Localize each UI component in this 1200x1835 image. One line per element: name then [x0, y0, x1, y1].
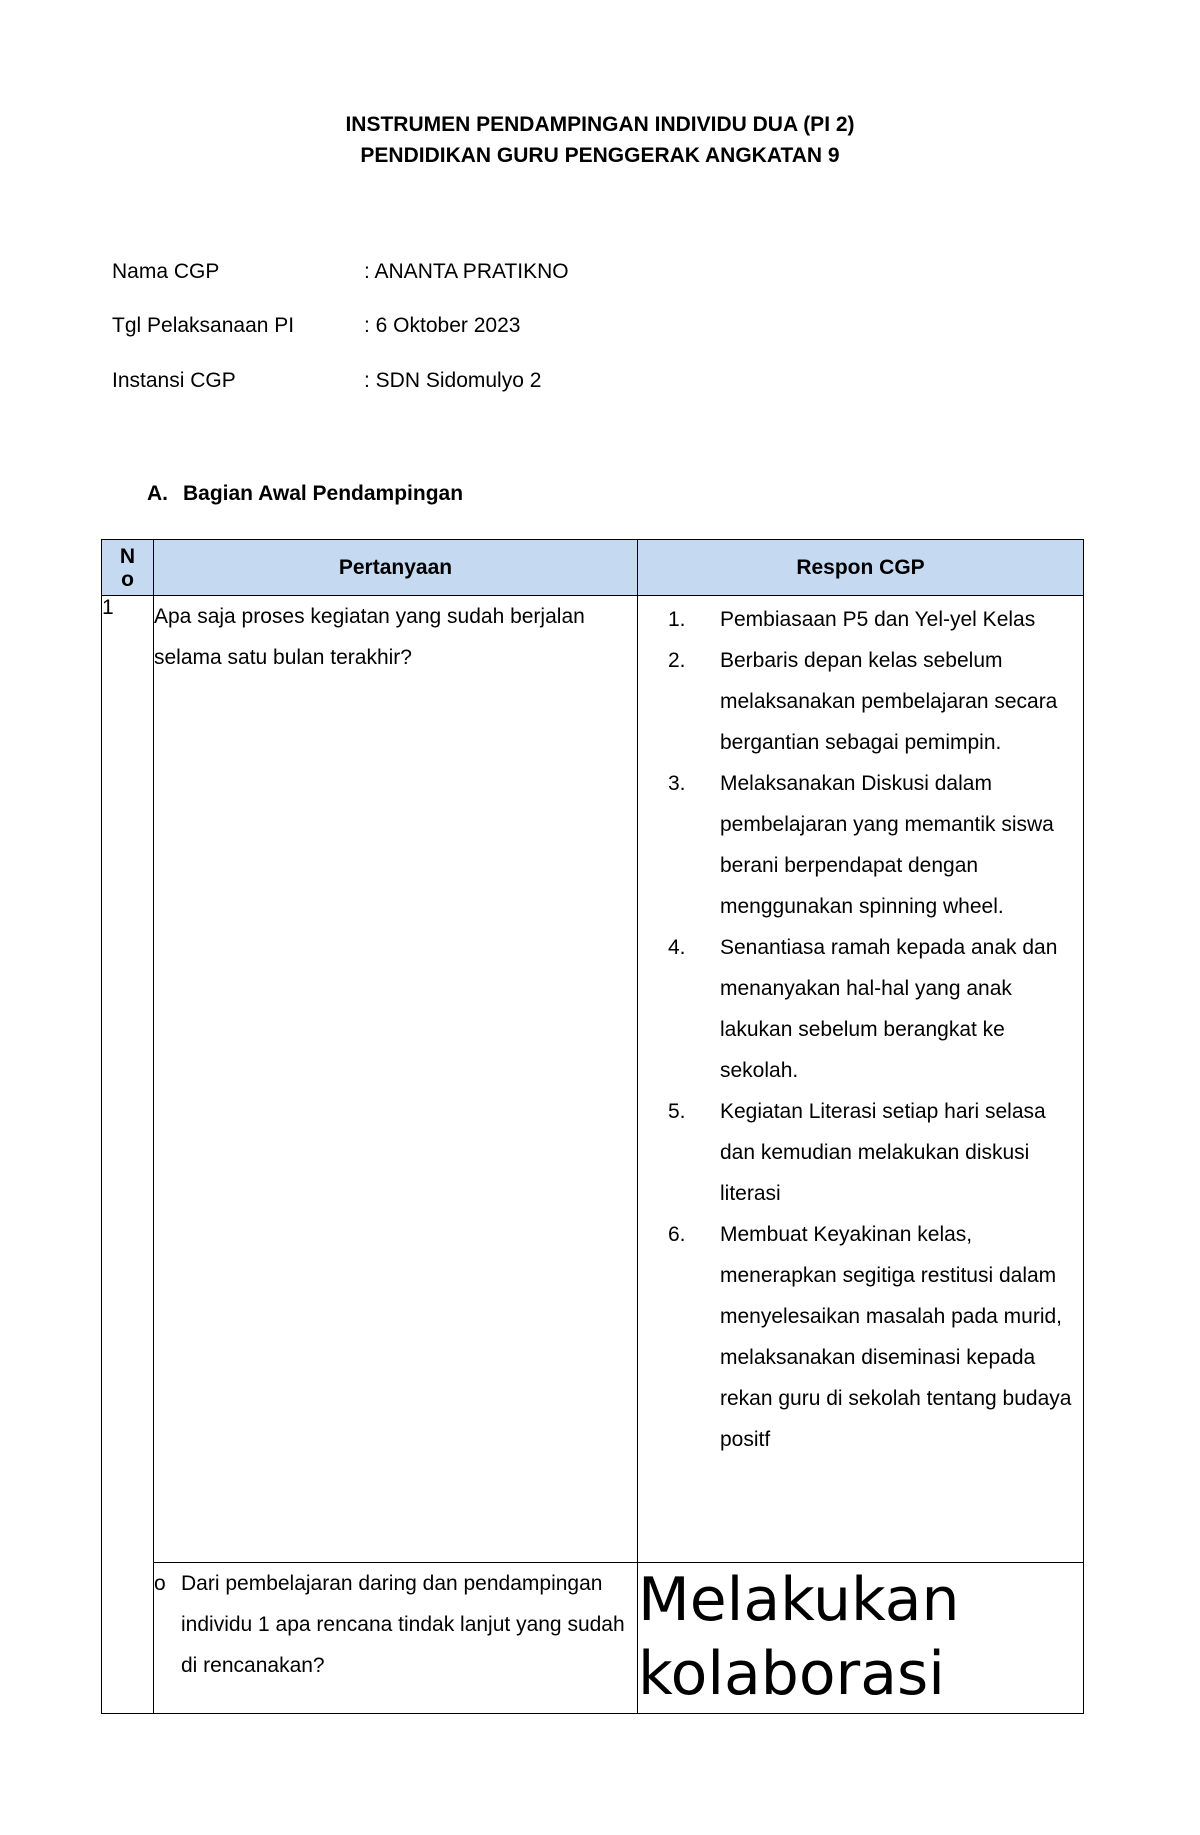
list-text: Pembiasaan P5 dan Yel-yel Kelas — [720, 608, 1036, 631]
list-number: 4. — [668, 936, 686, 959]
list-item — [638, 640, 1083, 763]
question-text: Dari pembelajaran daring dan pendampingan individu 1 apa rencana tindak lanjut yang sudah di rencanakan? — [181, 1572, 625, 1677]
list-number: 2. — [668, 649, 686, 672]
table-row — [102, 1563, 1084, 1714]
table-header-row — [102, 540, 1084, 596]
list-text: Membuat Keyakinan kelas, menerapkan segitiga restitusi dalam menyelesaikan masalah pada murid, melaksanakan diseminasi kepada rekan guru di sekolah tentang budaya positf — [720, 1223, 1072, 1451]
row-number: 1 — [102, 596, 154, 1714]
list-number: 1. — [668, 608, 686, 631]
list-item — [638, 1214, 1083, 1460]
table-row — [102, 596, 1084, 1563]
section-title: Bagian Awal Pendampingan — [183, 482, 464, 505]
response-cell-large: Melakukan kolaborasi — [638, 1563, 1084, 1714]
question-cell: Apa saja proses kegiatan yang sudah berjalan selama satu bulan terakhir? — [154, 596, 638, 1563]
section-heading — [147, 482, 463, 506]
list-text: Berbaris depan kelas sebelum melaksanakan pembelajaran secara bergantian sebagai pemimpin. — [720, 649, 1058, 754]
list-number: 5. — [668, 1100, 686, 1123]
instansi-label: Instansi CGP — [112, 369, 236, 392]
list-item — [638, 599, 1083, 640]
nama-label: Nama CGP — [112, 260, 220, 283]
list-number: 3. — [668, 772, 686, 795]
list-text: Melaksanakan Diskusi dalam pembelajaran yang memantik siswa berani berpendapat dengan menggunakan spinning wheel. — [720, 772, 1054, 918]
list-text: Senantiasa ramah kepada anak dan menanyakan hal-hal yang anak lakukan sebelum berangkat ke sekolah. — [720, 936, 1058, 1082]
assessment-table — [101, 539, 1084, 1714]
response-list — [638, 599, 1083, 1460]
document-title: INSTRUMEN PENDAMPINGAN INDIVIDU DUA (PI 2) — [345, 113, 855, 136]
list-item — [638, 763, 1083, 927]
header-no — [102, 540, 154, 596]
nama-value: : ANANTA PRATIKNO — [364, 260, 569, 283]
header-pertanyaan: Pertanyaan — [154, 540, 638, 596]
header-no-line1: N — [119, 544, 136, 568]
list-item — [638, 927, 1083, 1091]
header-no-line2: o — [121, 567, 134, 591]
header-respon: Respon CGP — [638, 540, 1084, 596]
list-text: Kegiatan Literasi setiap hari selasa dan kemudian melakukan diskusi literasi — [720, 1100, 1046, 1205]
tanggal-value: : 6 Oktober 2023 — [364, 314, 521, 337]
section-letter: A. — [147, 482, 168, 505]
response-cell — [638, 596, 1084, 1563]
instansi-value: : SDN Sidomulyo 2 — [364, 369, 542, 392]
tanggal-label: Tgl Pelaksanaan PI — [112, 314, 295, 337]
list-number: 6. — [668, 1223, 686, 1246]
document-subtitle: PENDIDIKAN GURU PENGGERAK ANGKATAN 9 — [360, 144, 840, 167]
question-cell — [154, 1563, 638, 1714]
bullet-icon: o — [154, 1572, 166, 1595]
list-item — [638, 1091, 1083, 1214]
